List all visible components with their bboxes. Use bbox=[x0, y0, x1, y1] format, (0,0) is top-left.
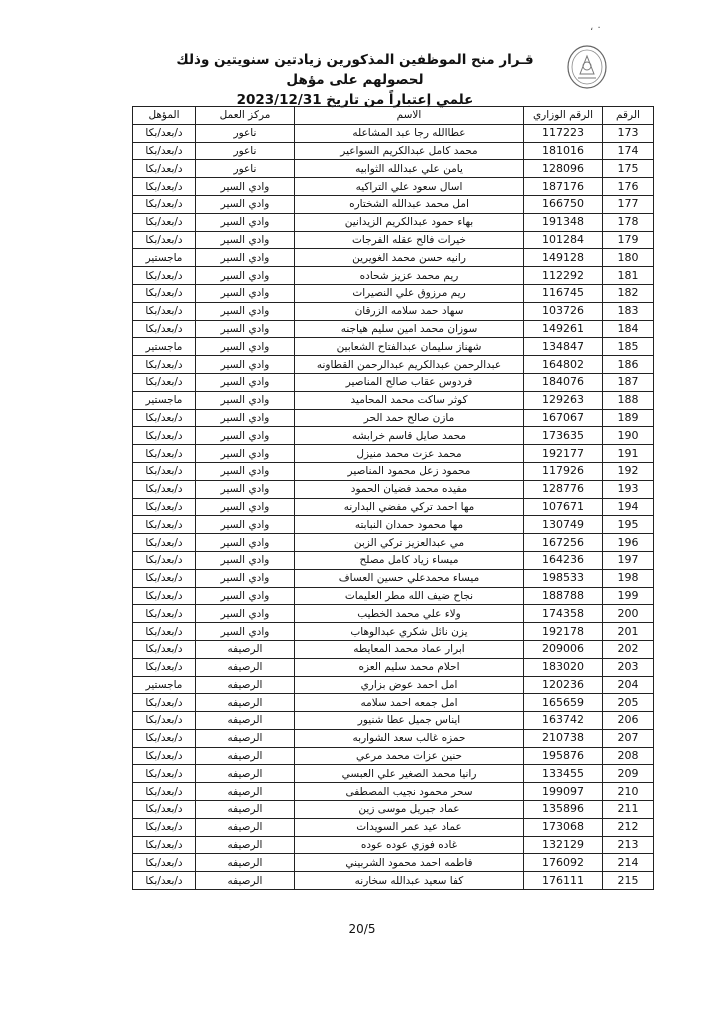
cell-qual: د/بعد/بكا bbox=[133, 694, 196, 712]
cell-qual: د/بعد/بكا bbox=[133, 836, 196, 854]
table-row bbox=[133, 427, 654, 445]
cell-work: وادي السير bbox=[196, 623, 295, 641]
cell-id: 134847 bbox=[524, 338, 603, 356]
table-row bbox=[133, 854, 654, 872]
cell-name: ريم محمد عزيز شحاده bbox=[295, 267, 524, 285]
cell-name: خيرات فالح عقله الفرجات bbox=[295, 231, 524, 249]
cell-name: فاطمه احمد محمود الشربيني bbox=[295, 854, 524, 872]
cell-name: احلام محمد سليم العزه bbox=[295, 658, 524, 676]
cell-work: الرصيفه bbox=[196, 801, 295, 819]
table-row bbox=[133, 498, 654, 516]
page-number: 20/5 bbox=[348, 922, 376, 936]
cell-qual: د/بعد/بكا bbox=[133, 284, 196, 302]
cell-name: سهاد حمد سلامه الزرقان bbox=[295, 302, 524, 320]
cell-qual: د/بعد/بكا bbox=[133, 160, 196, 178]
cell-qual: د/بعد/بكا bbox=[133, 658, 196, 676]
cell-id: 149261 bbox=[524, 320, 603, 338]
cell-qual: د/بعد/بكا bbox=[133, 854, 196, 872]
cell-work: وادي السير bbox=[196, 195, 295, 213]
cell-qual: د/بعد/بكا bbox=[133, 462, 196, 480]
cell-num: 213 bbox=[603, 836, 654, 854]
cell-num: 192 bbox=[603, 462, 654, 480]
cell-qual: ماجستير bbox=[133, 676, 196, 694]
cell-num: 173 bbox=[603, 124, 654, 142]
cell-qual: د/بعد/بكا bbox=[133, 480, 196, 498]
cell-work: وادي السير bbox=[196, 605, 295, 623]
cell-num: 206 bbox=[603, 712, 654, 730]
table-row bbox=[133, 231, 654, 249]
cell-name: يامن علي عبدالله الثوابيه bbox=[295, 160, 524, 178]
cell-id: 173068 bbox=[524, 818, 603, 836]
cell-num: 210 bbox=[603, 783, 654, 801]
cell-qual: د/بعد/بكا bbox=[133, 231, 196, 249]
cell-qual: د/بعد/بكا bbox=[133, 267, 196, 285]
cell-num: 195 bbox=[603, 516, 654, 534]
cell-qual: د/بعد/بكا bbox=[133, 623, 196, 641]
cell-qual: د/بعد/بكا bbox=[133, 445, 196, 463]
table-row bbox=[133, 249, 654, 267]
cell-name: غاده فوزي عوده عوده bbox=[295, 836, 524, 854]
table-row bbox=[133, 516, 654, 534]
cell-id: 112292 bbox=[524, 267, 603, 285]
cell-num: 182 bbox=[603, 284, 654, 302]
cell-num: 177 bbox=[603, 195, 654, 213]
cell-work: وادي السير bbox=[196, 267, 295, 285]
cell-num: 185 bbox=[603, 338, 654, 356]
cell-qual: د/بعد/بكا bbox=[133, 516, 196, 534]
cell-num: 180 bbox=[603, 249, 654, 267]
cell-work: ناعور bbox=[196, 160, 295, 178]
cell-work: الرصيفه bbox=[196, 640, 295, 658]
cell-id: 166750 bbox=[524, 195, 603, 213]
table-row bbox=[133, 836, 654, 854]
cell-qual: د/بعد/بكا bbox=[133, 801, 196, 819]
cell-num: 184 bbox=[603, 320, 654, 338]
cell-id: 198533 bbox=[524, 569, 603, 587]
table-row bbox=[133, 373, 654, 391]
cell-name: عطاالله رجا عبد المشاعله bbox=[295, 124, 524, 142]
cell-num: 194 bbox=[603, 498, 654, 516]
table-row bbox=[133, 160, 654, 178]
cell-num: 198 bbox=[603, 569, 654, 587]
table-header-row bbox=[133, 107, 654, 125]
cell-qual: د/بعد/بكا bbox=[133, 872, 196, 890]
table-row bbox=[133, 195, 654, 213]
cell-num: 176 bbox=[603, 178, 654, 196]
cell-work: وادي السير bbox=[196, 480, 295, 498]
cell-id: 176092 bbox=[524, 854, 603, 872]
cell-name: حمزه غالب سعد الشواربه bbox=[295, 729, 524, 747]
cell-id: 184076 bbox=[524, 373, 603, 391]
cell-name: ريم مرزوق علي النصيرات bbox=[295, 284, 524, 302]
cell-num: 205 bbox=[603, 694, 654, 712]
cell-id: 117926 bbox=[524, 462, 603, 480]
cell-name: محمود زعل محمود المناصير bbox=[295, 462, 524, 480]
table-row bbox=[133, 587, 654, 605]
cell-work: ناعور bbox=[196, 124, 295, 142]
cell-qual: د/بعد/بكا bbox=[133, 320, 196, 338]
cell-name: مفيده محمد فضيان الحمود bbox=[295, 480, 524, 498]
cell-name: فردوس عقاب صالح المناصير bbox=[295, 373, 524, 391]
cell-qual: ماجستير bbox=[133, 338, 196, 356]
cell-name: نجاح ضيف الله مطر العليمات bbox=[295, 587, 524, 605]
cell-num: 199 bbox=[603, 587, 654, 605]
cell-work: وادي السير bbox=[196, 302, 295, 320]
cell-id: 133455 bbox=[524, 765, 603, 783]
cell-num: 212 bbox=[603, 818, 654, 836]
cell-id: 167256 bbox=[524, 534, 603, 552]
cell-qual: د/بعد/بكا bbox=[133, 356, 196, 374]
cell-work: ناعور bbox=[196, 142, 295, 160]
cell-work: وادي السير bbox=[196, 249, 295, 267]
table-row bbox=[133, 872, 654, 890]
cell-name: عماد عيد عمر السويدات bbox=[295, 818, 524, 836]
cell-name: امل احمد عوض بزاري bbox=[295, 676, 524, 694]
title-line-2: علمي إعتباراً من تاريخ 2023/12/31 bbox=[236, 92, 474, 108]
table-row bbox=[133, 640, 654, 658]
cell-name: امل جمعه احمد سلامه bbox=[295, 694, 524, 712]
cell-id: 174358 bbox=[524, 605, 603, 623]
table-row bbox=[133, 551, 654, 569]
cell-work: الرصيفه bbox=[196, 872, 295, 890]
table-row bbox=[133, 694, 654, 712]
cell-id: 173635 bbox=[524, 427, 603, 445]
cell-num: 200 bbox=[603, 605, 654, 623]
cell-num: 202 bbox=[603, 640, 654, 658]
cell-id: 103726 bbox=[524, 302, 603, 320]
cell-name: مها احمد تركي مفضي البدارنه bbox=[295, 498, 524, 516]
cell-name: امل محمد عبدالله الشختاره bbox=[295, 195, 524, 213]
cell-num: 183 bbox=[603, 302, 654, 320]
cell-name: مي عبدالعزيز تركي الزبن bbox=[295, 534, 524, 552]
table-row bbox=[133, 623, 654, 641]
header-qual: المؤهل bbox=[133, 107, 196, 125]
cell-num: 209 bbox=[603, 765, 654, 783]
cell-name: شهناز سليمان عبدالفتاح الشعابين bbox=[295, 338, 524, 356]
cell-qual: د/بعد/بكا bbox=[133, 818, 196, 836]
cell-id: 195876 bbox=[524, 747, 603, 765]
cell-name: سوزان محمد امين سليم هياجنه bbox=[295, 320, 524, 338]
table-row bbox=[133, 480, 654, 498]
cell-num: 203 bbox=[603, 658, 654, 676]
cell-work: الرصيفه bbox=[196, 818, 295, 836]
cell-id: 199097 bbox=[524, 783, 603, 801]
cell-work: وادي السير bbox=[196, 284, 295, 302]
cell-num: 193 bbox=[603, 480, 654, 498]
cell-work: الرصيفه bbox=[196, 712, 295, 730]
header-id: الرقم الوزاري bbox=[524, 107, 603, 125]
cell-num: 207 bbox=[603, 729, 654, 747]
cell-qual: د/بعد/بكا bbox=[133, 409, 196, 427]
table-row bbox=[133, 124, 654, 142]
cell-id: 101284 bbox=[524, 231, 603, 249]
cell-id: 181016 bbox=[524, 142, 603, 160]
table-row bbox=[133, 534, 654, 552]
table-row bbox=[133, 356, 654, 374]
cell-id: 116745 bbox=[524, 284, 603, 302]
cell-work: وادي السير bbox=[196, 231, 295, 249]
cell-id: 187176 bbox=[524, 178, 603, 196]
table-row bbox=[133, 747, 654, 765]
cell-name: ابرار عماد محمد المعايطه bbox=[295, 640, 524, 658]
cell-num: 191 bbox=[603, 445, 654, 463]
cell-name: سحر محمود نجيب المصطفى bbox=[295, 783, 524, 801]
table-row bbox=[133, 712, 654, 730]
table-row bbox=[133, 267, 654, 285]
corner-mark: ، ٠ bbox=[590, 22, 602, 33]
cell-name: محمد صايل قاسم خرابشه bbox=[295, 427, 524, 445]
cell-id: 209006 bbox=[524, 640, 603, 658]
cell-name: مها محمود حمدان النبابته bbox=[295, 516, 524, 534]
cell-work: الرصيفه bbox=[196, 747, 295, 765]
table-row bbox=[133, 445, 654, 463]
cell-work: الرصيفه bbox=[196, 729, 295, 747]
cell-qual: د/بعد/بكا bbox=[133, 534, 196, 552]
cell-num: 204 bbox=[603, 676, 654, 694]
cell-qual: د/بعد/بكا bbox=[133, 747, 196, 765]
cell-qual: د/بعد/بكا bbox=[133, 551, 196, 569]
cell-num: 178 bbox=[603, 213, 654, 231]
cell-id: 164236 bbox=[524, 551, 603, 569]
cell-qual: د/بعد/بكا bbox=[133, 142, 196, 160]
employees-table bbox=[132, 106, 654, 890]
cell-work: وادي السير bbox=[196, 373, 295, 391]
cell-num: 174 bbox=[603, 142, 654, 160]
cell-work: الرصيفه bbox=[196, 854, 295, 872]
cell-work: الرصيفه bbox=[196, 676, 295, 694]
table-row bbox=[133, 338, 654, 356]
cell-name: مازن صالح حمد الحر bbox=[295, 409, 524, 427]
cell-num: 197 bbox=[603, 551, 654, 569]
cell-name: محمد عزت محمد منيزل bbox=[295, 445, 524, 463]
cell-work: الرصيفه bbox=[196, 658, 295, 676]
cell-qual: د/بعد/بكا bbox=[133, 765, 196, 783]
table-row bbox=[133, 676, 654, 694]
cell-work: وادي السير bbox=[196, 534, 295, 552]
cell-work: وادي السير bbox=[196, 391, 295, 409]
cell-id: 107671 bbox=[524, 498, 603, 516]
header-work: مركز العمل bbox=[196, 107, 295, 125]
cell-id: 117223 bbox=[524, 124, 603, 142]
cell-name: كفا سعيد عبدالله سخارنه bbox=[295, 872, 524, 890]
cell-name: ميساء زياد كامل مصلح bbox=[295, 551, 524, 569]
ministry-emblem-icon bbox=[566, 44, 608, 90]
cell-name: ايناس جميل عطا شنيور bbox=[295, 712, 524, 730]
cell-qual: ماجستير bbox=[133, 391, 196, 409]
cell-qual: د/بعد/بكا bbox=[133, 195, 196, 213]
cell-qual: د/بعد/بكا bbox=[133, 178, 196, 196]
cell-id: 210738 bbox=[524, 729, 603, 747]
cell-id: 183020 bbox=[524, 658, 603, 676]
cell-work: الرصيفه bbox=[196, 765, 295, 783]
cell-id: 176111 bbox=[524, 872, 603, 890]
cell-name: اسال سعود علي التراكيه bbox=[295, 178, 524, 196]
cell-num: 186 bbox=[603, 356, 654, 374]
cell-name: كوثر ساكت محمد المحاميد bbox=[295, 391, 524, 409]
cell-num: 196 bbox=[603, 534, 654, 552]
header-num: الرقم bbox=[603, 107, 654, 125]
cell-work: وادي السير bbox=[196, 178, 295, 196]
cell-id: 128096 bbox=[524, 160, 603, 178]
cell-qual: د/بعد/بكا bbox=[133, 427, 196, 445]
cell-work: وادي السير bbox=[196, 338, 295, 356]
cell-id: 192178 bbox=[524, 623, 603, 641]
cell-name: حنين عزات محمد مرعي bbox=[295, 747, 524, 765]
cell-work: وادي السير bbox=[196, 409, 295, 427]
table-row bbox=[133, 391, 654, 409]
cell-qual: د/بعد/بكا bbox=[133, 729, 196, 747]
cell-id: 192177 bbox=[524, 445, 603, 463]
cell-id: 191348 bbox=[524, 213, 603, 231]
cell-work: وادي السير bbox=[196, 516, 295, 534]
table-row bbox=[133, 284, 654, 302]
cell-id: 149128 bbox=[524, 249, 603, 267]
cell-name: ولاء علي محمد الخطيب bbox=[295, 605, 524, 623]
cell-work: وادي السير bbox=[196, 498, 295, 516]
cell-qual: ماجستير bbox=[133, 249, 196, 267]
cell-work: وادي السير bbox=[196, 551, 295, 569]
cell-name: عبدالرحمن عبدالكريم عبدالرحمن القطاونه bbox=[295, 356, 524, 374]
table-row bbox=[133, 765, 654, 783]
cell-qual: د/بعد/بكا bbox=[133, 587, 196, 605]
cell-qual: د/بعد/بكا bbox=[133, 712, 196, 730]
cell-num: 214 bbox=[603, 854, 654, 872]
header-name: الاسم bbox=[295, 107, 524, 125]
table-row bbox=[133, 605, 654, 623]
cell-name: ميساء محمدعلي حسين العساف bbox=[295, 569, 524, 587]
cell-id: 163742 bbox=[524, 712, 603, 730]
cell-id: 130749 bbox=[524, 516, 603, 534]
table-row bbox=[133, 142, 654, 160]
cell-num: 215 bbox=[603, 872, 654, 890]
table-row bbox=[133, 783, 654, 801]
cell-num: 187 bbox=[603, 373, 654, 391]
cell-num: 175 bbox=[603, 160, 654, 178]
table-row bbox=[133, 462, 654, 480]
table-row bbox=[133, 801, 654, 819]
cell-id: 128776 bbox=[524, 480, 603, 498]
cell-work: وادي السير bbox=[196, 356, 295, 374]
cell-num: 211 bbox=[603, 801, 654, 819]
cell-work: وادي السير bbox=[196, 320, 295, 338]
table-row bbox=[133, 178, 654, 196]
cell-id: 132129 bbox=[524, 836, 603, 854]
cell-qual: د/بعد/بكا bbox=[133, 605, 196, 623]
cell-name: محمد كامل عبدالكريم السواعير bbox=[295, 142, 524, 160]
cell-num: 179 bbox=[603, 231, 654, 249]
cell-work: وادي السير bbox=[196, 587, 295, 605]
cell-num: 181 bbox=[603, 267, 654, 285]
cell-name: عماد جبريل موسى زين bbox=[295, 801, 524, 819]
cell-id: 129263 bbox=[524, 391, 603, 409]
cell-qual: د/بعد/بكا bbox=[133, 302, 196, 320]
table-row bbox=[133, 213, 654, 231]
cell-qual: د/بعد/بكا bbox=[133, 498, 196, 516]
cell-id: 167067 bbox=[524, 409, 603, 427]
cell-id: 120236 bbox=[524, 676, 603, 694]
cell-qual: د/بعد/بكا bbox=[133, 213, 196, 231]
cell-work: الرصيفه bbox=[196, 783, 295, 801]
cell-name: رانيه حسن محمد الغويرين bbox=[295, 249, 524, 267]
cell-work: وادي السير bbox=[196, 569, 295, 587]
table-row bbox=[133, 320, 654, 338]
cell-qual: د/بعد/بكا bbox=[133, 569, 196, 587]
table-row bbox=[133, 302, 654, 320]
cell-name: بهاء حمود عبدالكريم الزيدانين bbox=[295, 213, 524, 231]
cell-work: الرصيفه bbox=[196, 836, 295, 854]
cell-num: 208 bbox=[603, 747, 654, 765]
document-title bbox=[150, 50, 560, 110]
cell-num: 188 bbox=[603, 391, 654, 409]
cell-id: 165659 bbox=[524, 694, 603, 712]
table-row bbox=[133, 818, 654, 836]
table-row bbox=[133, 729, 654, 747]
cell-id: 135896 bbox=[524, 801, 603, 819]
cell-num: 189 bbox=[603, 409, 654, 427]
cell-qual: د/بعد/بكا bbox=[133, 640, 196, 658]
cell-num: 201 bbox=[603, 623, 654, 641]
table-row bbox=[133, 409, 654, 427]
cell-work: وادي السير bbox=[196, 213, 295, 231]
cell-id: 164802 bbox=[524, 356, 603, 374]
cell-id: 188788 bbox=[524, 587, 603, 605]
cell-name: يزن نائل شكري عبدالوهاب bbox=[295, 623, 524, 641]
cell-work: وادي السير bbox=[196, 462, 295, 480]
cell-qual: د/بعد/بكا bbox=[133, 124, 196, 142]
cell-work: وادي السير bbox=[196, 427, 295, 445]
cell-num: 190 bbox=[603, 427, 654, 445]
title-line-1: قـرار منح الموظفين المذكورين زيادتين سنويتين وذلك لحصولهم على مؤهل bbox=[176, 52, 534, 88]
cell-name: رانيا محمد الصغير علي العبسي bbox=[295, 765, 524, 783]
cell-work: وادي السير bbox=[196, 445, 295, 463]
table-row bbox=[133, 658, 654, 676]
cell-qual: د/بعد/بكا bbox=[133, 783, 196, 801]
cell-qual: د/بعد/بكا bbox=[133, 373, 196, 391]
cell-work: الرصيفه bbox=[196, 694, 295, 712]
table-row bbox=[133, 569, 654, 587]
